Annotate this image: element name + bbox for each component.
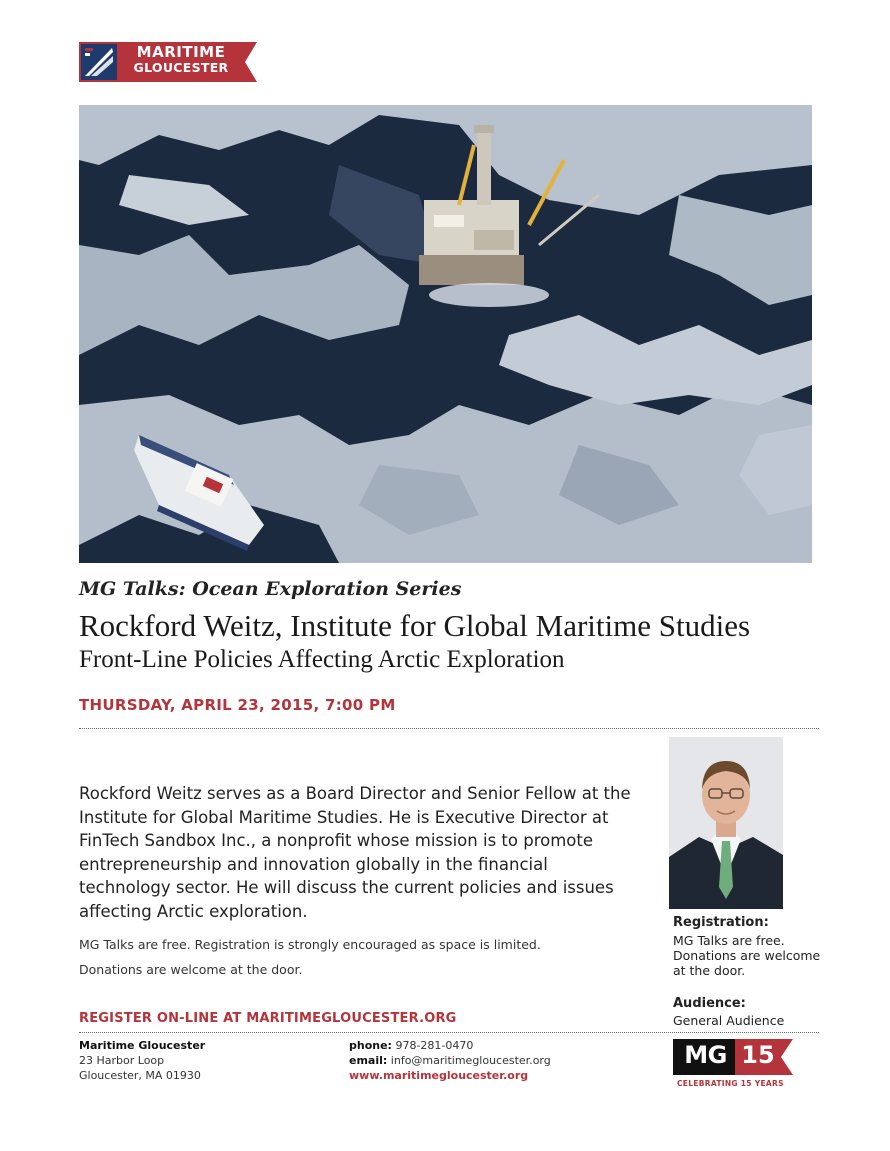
- maritime-gloucester-logo: [79, 42, 257, 82]
- footer-address-street: 23 Harbor Loop: [79, 1054, 165, 1067]
- speaker-bio: Rockford Weitz serves as a Board Director and Senior Fellow at the Institute for Global Maritime Studies. He is Executive Director at FinTech Sandbox Inc., a nonprofit whose mission is to promote entrepreneurship and innovation globally in the financial technology sector. He will discuss the current policies and issues affecting Arctic exploration.: [79, 784, 631, 921]
- audience-text: General Audience: [673, 1013, 785, 1028]
- registration-text: MG Talks are free. Donations are welcome at the door.: [673, 933, 821, 978]
- talk-title: Front-Line Policies Affecting Arctic Exploration: [79, 646, 565, 673]
- hero-photo: [79, 105, 812, 563]
- register-online-link[interactable]: REGISTER ON-LINE AT MARITIMEGLOUCESTER.ORG: [79, 1011, 457, 1026]
- badge-mg-text: MG: [684, 1041, 727, 1069]
- event-datetime: THURSDAY, APRIL 23, 2015, 7:00 PM: [79, 696, 396, 714]
- phone-label: phone:: [349, 1039, 392, 1052]
- email-address[interactable]: info@maritimegloucester.org: [390, 1054, 551, 1067]
- donations-note: Donations are welcome at the door.: [79, 962, 303, 977]
- speaker-portrait-photo-icon: [669, 737, 783, 909]
- registration-heading: Registration:: [673, 915, 769, 930]
- email-label: email:: [349, 1054, 388, 1067]
- dotted-divider: [79, 728, 819, 729]
- footer-phone: [349, 1038, 473, 1053]
- footer-address-city: Gloucester, MA 01930: [79, 1069, 201, 1082]
- audience-heading: Audience:: [673, 996, 746, 1011]
- dotted-divider-footer: [79, 1032, 819, 1033]
- speaker-portrait: [669, 737, 783, 909]
- series-title: MG Talks: Ocean Exploration Series: [79, 578, 462, 600]
- badge-caption: CELEBRATING 15 YEARS: [677, 1079, 784, 1088]
- phone-number[interactable]: 978-281-0470: [395, 1039, 474, 1052]
- mg15-anniversary-badge: [673, 1039, 793, 1091]
- badge-number-text: 15: [741, 1041, 775, 1069]
- registration-note: MG Talks are free. Registration is strongly encouraged as space is limited.: [79, 937, 541, 952]
- logo-text-gloucester: GLOUCESTER: [133, 60, 229, 75]
- footer-website-link[interactable]: www.maritimegloucester.org: [349, 1069, 529, 1082]
- footer-email: [349, 1053, 551, 1068]
- footer-org-name: Maritime Gloucester: [79, 1039, 206, 1052]
- logo-text-maritime: MARITIME: [136, 43, 226, 61]
- speaker-heading: Rockford Weitz, Institute for Global Maritime Studies: [79, 608, 751, 643]
- offshore-oil-rig-in-sea-ice-photo-icon: [79, 105, 812, 563]
